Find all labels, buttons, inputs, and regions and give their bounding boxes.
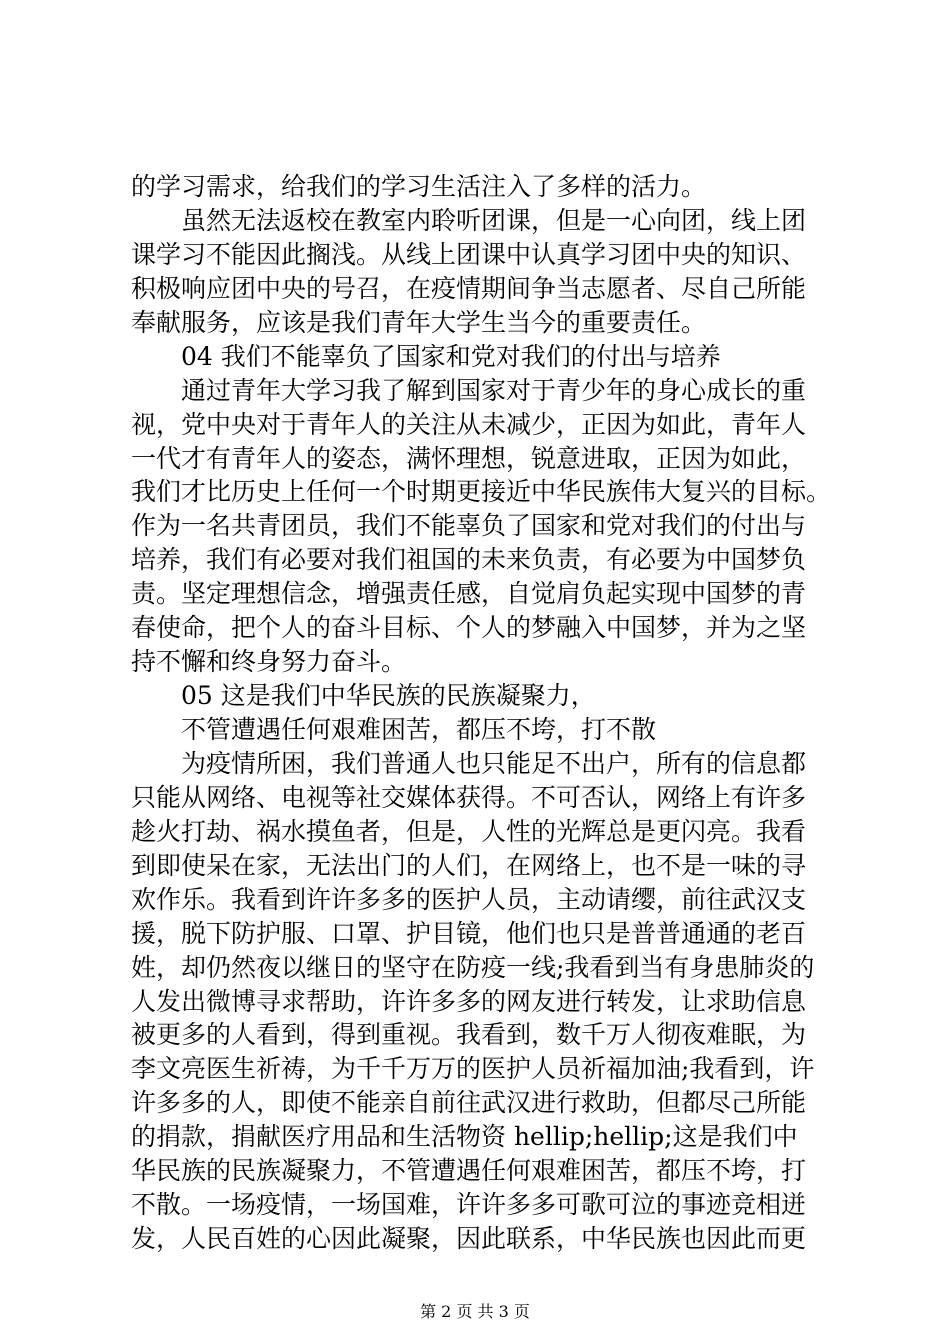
text-line: 到即使呆在家，无法出门的人们，在网络上，也不是一味的寻 (131, 850, 807, 880)
text-line: 华民族的民族凝聚力，不管遭遇任何艰难困苦，都压不垮，打 (131, 1156, 807, 1186)
text-line: 的学习需求，给我们的学习生活注入了多样的活力。 (131, 172, 707, 201)
body-text (131, 170, 831, 1256)
text-line: 发，人民百姓的心因此凝聚，因此联系，中华民族也因此而更 (131, 1224, 807, 1254)
text-line: 奉献服务，应该是我们青年大学生当今的重要责任。 (131, 307, 707, 337)
text-line: 春使命，把个人的奋斗目标、个人的梦融入中国梦，并为之坚 (131, 613, 807, 643)
text-line: 欢作乐。我看到许许多多的医护人员，主动请缨，前往武汉支 (131, 884, 807, 914)
text-line: 作为一名共青团员，我们不能辜负了国家和党对我们的付出与 (131, 511, 807, 541)
text-line: 被更多的人看到，得到重视。我看到，数千万人彻夜难眠，为 (131, 1020, 807, 1050)
text-line: 通过青年大学习我了解到国家对于青少年的身心成长的重 (181, 375, 807, 405)
text-line: 不散。一场疫情，一场国难，许许多多可歌可泣的事迹竞相迸 (131, 1190, 807, 1220)
text-line: 姓，却仍然夜以继日的坚守在防疫一线;我看到当有身患肺炎的 (131, 952, 815, 982)
text-line: 为疫情所困，我们普通人也只能足不出户，所有的信息都 (181, 748, 807, 778)
text-line: 我们才比历史上任何一个时期更接近中华民族伟大复兴的目标。 (131, 477, 832, 507)
text-line: 积极响应团中央的号召，在疫情期间争当志愿者、尽自己所能 (131, 273, 807, 303)
text-line: 05 这是我们中华民族的民族凝聚力， (181, 681, 596, 711)
text-line: 许多多的人，即使不能亲自前往武汉进行救助，但都尽己所能 (131, 1088, 807, 1118)
text-line: 课学习不能因此搁浅。从线上团课中认真学习团中央的知识、 (131, 239, 807, 269)
text-line: 一代才有青年人的姿态，满怀理想，锐意进取，正因为如此， (131, 443, 807, 473)
text-line: 04 我们不能辜负了国家和党对我们的付出与培养 (181, 341, 721, 371)
text-line: 的捐款，捐献医疗用品和生活物资 hellip;hellip;这是我们中 (131, 1122, 798, 1152)
text-line: 不管遭遇任何艰难困苦，都压不垮，打不散 (181, 715, 657, 744)
text-line: 培养，我们有必要对我们祖国的未来负责，有必要为中国梦负 (131, 545, 807, 575)
text-line: 虽然无法返校在教室内聆听团课，但是一心向团，线上团 (181, 205, 807, 235)
text-line: 视，党中央对于青年人的关注从未减少，正因为如此，青年人 (131, 409, 807, 439)
text-line: 持不懈和终身努力奋斗。 (131, 647, 407, 677)
text-line: 人发出微博寻求帮助，许许多多的网友进行转发，让求助信息 (131, 986, 807, 1016)
text-line: 趁火打劫、祸水摸鱼者，但是，人性的光辉总是更闪亮。我看 (131, 816, 807, 846)
text-line: 责。坚定理想信念，增强责任感，自觉肩负起实现中国梦的青 (131, 579, 807, 609)
text-line: 援，脱下防护服、口罩、护目镜，他们也只是普普通通的老百 (131, 918, 807, 948)
text-line: 只能从网络、电视等社交媒体获得。不可否认，网络上有许多 (131, 782, 807, 812)
text-line: 李文亮医生祈祷，为千千万万的医护人员祈福加油;我看到，许 (131, 1054, 815, 1084)
page-footer: 第 2 页 共 3 页 (420, 1302, 530, 1321)
